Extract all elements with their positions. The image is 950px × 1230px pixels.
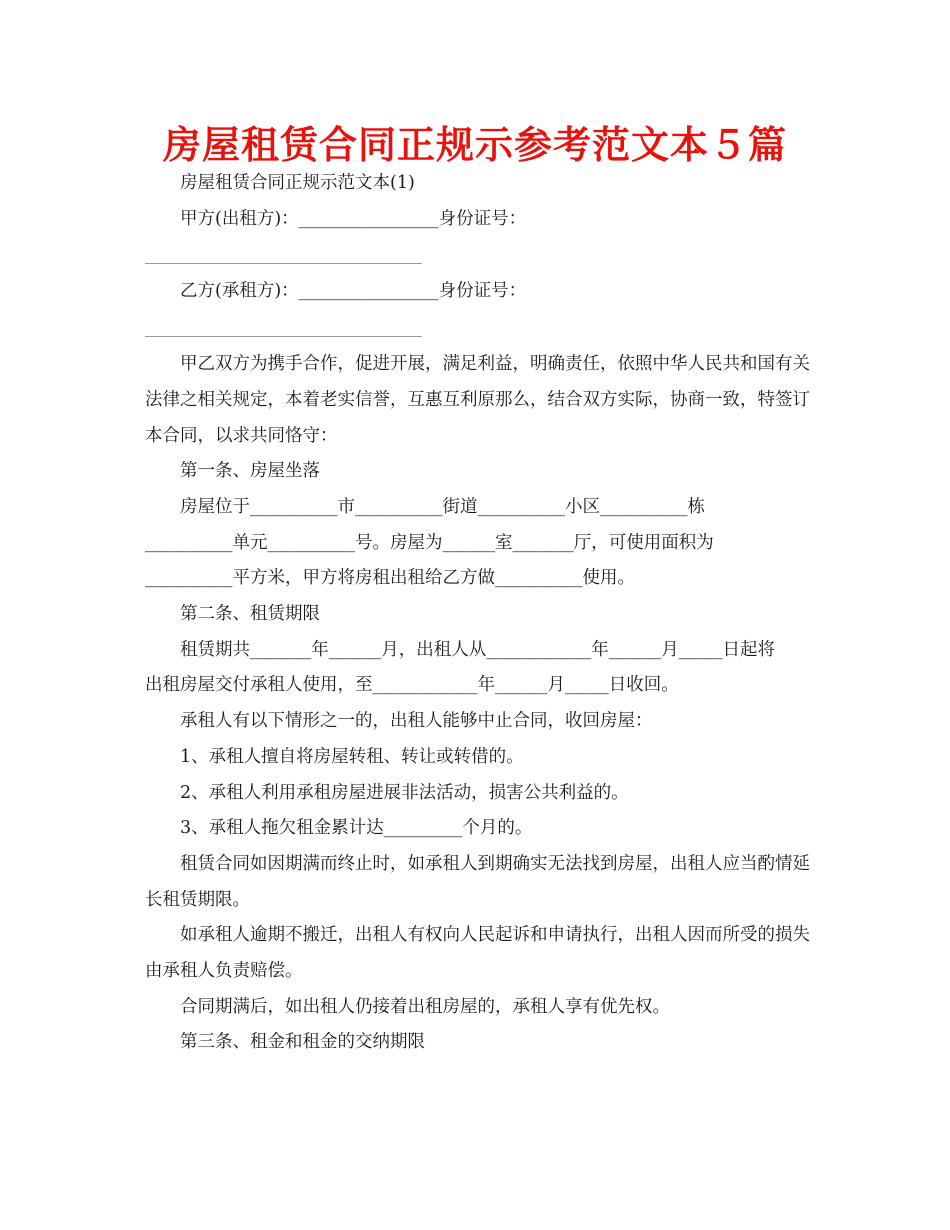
- document-subtitle: 房屋租赁合同正规示范文本(1): [180, 173, 415, 193]
- party-a-id-blank: [145, 237, 422, 264]
- article1-line-3: __________平方米，甲方将房租出租给乙方做__________使用。: [145, 568, 635, 589]
- termination-item-1: 1、承租人擅自将房屋转租、转让或转借的。: [180, 746, 524, 767]
- document-title: 房屋租赁合同正规示参考范文本５篇: [162, 123, 787, 167]
- termination-item-3: 3、承租人拖欠租金累计达_________个月的。: [180, 818, 533, 839]
- article2-line-2: 出租房屋交付承租人使用，至____________年______月_____日收回。: [145, 675, 679, 696]
- article2-heading: 第二条、租赁期限: [180, 604, 320, 625]
- document-body: [145, 166, 810, 1061]
- termination-item-2: 2、承租人利用承租房屋进展非法活动，损害公共利益的。: [180, 782, 629, 803]
- article1-heading: 第一条、房屋坐落: [180, 461, 320, 482]
- article1-line-1: 房屋位于__________市__________街道__________小区__________栋: [180, 496, 705, 517]
- party-a-line: 甲方(出租方)：________________身份证号：: [180, 208, 527, 229]
- article1-line-2: __________单元__________号。房屋为______室_______厅，可使用面积为: [145, 532, 714, 553]
- termination-intro: 承租人有以下情形之一的，出租人能够中止合同，收回房屋：: [180, 711, 653, 732]
- preamble-paragraph: 甲乙双方为携手合作，促进开展，满足利益，明确责任，依照中华人民共和国有关法律之相关规定，本着老实信誉，互惠互利原那么，结合双方实际，协商一致，特签订本合同，以求共同恪守：: [145, 354, 810, 446]
- article2-line-1: 租赁期共_______年______月，出租人从____________年______月_____日起将: [180, 639, 775, 660]
- overdue-paragraph: 如承租人逾期不搬迁，出租人有权向人民起诉和申请执行，出租人因而所受的损失由承租人负责赔偿。: [145, 925, 810, 982]
- party-b-id-blank: [145, 310, 422, 337]
- article3-heading: 第三条、租金和租金的交纳期限: [180, 1032, 425, 1053]
- party-b-line: 乙方(承租方)：________________身份证号：: [180, 281, 527, 302]
- priority-paragraph: 合同期满后，如出租人仍接着出租房屋的，承租人享有优先权。: [180, 996, 670, 1017]
- extension-paragraph: 租赁合同如因期满而终止时，如承租人到期确实无法找到房屋，出租人应当酌情延长租赁期限。: [145, 853, 810, 910]
